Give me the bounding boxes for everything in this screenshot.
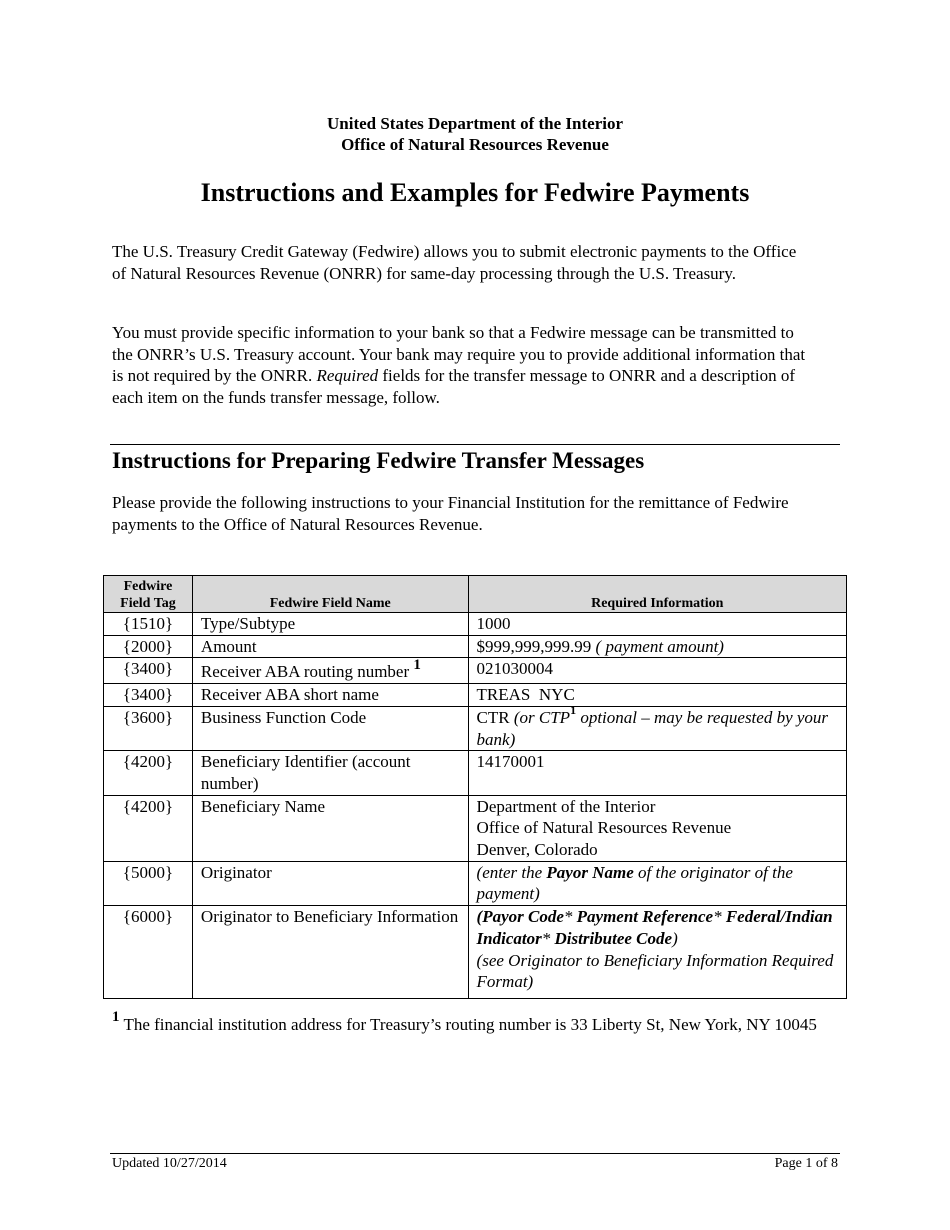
field-tag: {1510} bbox=[104, 613, 193, 636]
field-name: Business Function Code bbox=[192, 706, 468, 750]
field-tag: {3400} bbox=[104, 684, 193, 707]
updated-date: Updated 10/27/2014 bbox=[112, 1156, 227, 1171]
field-name: Originator bbox=[192, 861, 468, 905]
fedwire-fields-table bbox=[103, 575, 847, 999]
field-name: Receiver ABA short name bbox=[192, 684, 468, 707]
required-info: Department of the Interior Office of Natural Resources Revenue Denver, Colorado bbox=[468, 795, 846, 861]
table-row bbox=[104, 706, 847, 750]
footer-divider bbox=[110, 1153, 840, 1154]
field-tag: {2000} bbox=[104, 635, 193, 658]
table-row bbox=[104, 795, 847, 861]
field-tag: {6000} bbox=[104, 906, 193, 999]
field-tag: {4200} bbox=[104, 795, 193, 861]
field-name: Type/Subtype bbox=[192, 613, 468, 636]
required-info: $999,999,999.99 ( payment amount) bbox=[468, 635, 846, 658]
table-row bbox=[104, 635, 847, 658]
table-header-row bbox=[104, 576, 847, 613]
agency-name: United States Department of the Interior bbox=[326, 114, 624, 133]
section-title: Instructions for Preparing Fedwire Transfer Messages bbox=[112, 448, 645, 473]
section-divider bbox=[110, 444, 840, 445]
field-name: Beneficiary Identifier (account number) bbox=[192, 751, 468, 795]
header-required-info: Required Information bbox=[468, 576, 846, 613]
required-info: TREAS NYC bbox=[468, 684, 846, 707]
required-info: CTR (or CTP$^1$ optional – may be requested by your bank) bbox=[468, 706, 846, 750]
field-tag: {4200} bbox=[104, 751, 193, 795]
table-row bbox=[104, 613, 847, 636]
field-name: Beneficiary Name bbox=[192, 795, 468, 861]
table-row bbox=[104, 906, 847, 999]
field-name: Amount bbox=[192, 635, 468, 658]
field-tag: {3400} bbox=[104, 658, 193, 684]
document-title: Instructions and Examples for Fedwire Payments bbox=[200, 178, 750, 207]
intro-paragraph-2: You must provide specific information to your bank so that a Fedwire message can be transmitted to the ONRR’s U.S. Treasury account. Your bank may require you to provide additional information that is not required by the ONRR. Required fields for the transfer message to ONRR and a description of each item on the funds transfer message, follow. bbox=[112, 323, 806, 407]
required-info: 1000 bbox=[468, 613, 846, 636]
header-field-tag: Fedwire Field Tag bbox=[104, 576, 193, 613]
table-row bbox=[104, 684, 847, 707]
field-tag: {5000} bbox=[104, 861, 193, 905]
footnote-ref: 1 bbox=[413, 656, 421, 673]
office-name: Office of Natural Resources Revenue bbox=[341, 135, 609, 154]
footnote-marker: 1 bbox=[112, 1009, 120, 1026]
table-row bbox=[104, 751, 847, 795]
required-info: 021030004 bbox=[468, 658, 846, 684]
intro-paragraph-1: The U.S. Treasury Credit Gateway (Fedwire) allows you to submit electronic payments to the Office of Natural Resources Revenue (ONRR) for same-day processing through the U.S. Treasury. bbox=[112, 242, 797, 283]
field-tag: {3600} bbox=[104, 706, 193, 750]
required-info: (enter the Payor Name of the originator of the payment) bbox=[468, 861, 846, 905]
table-row bbox=[104, 658, 847, 684]
required-info: 14170001 bbox=[468, 751, 846, 795]
field-name: Receiver ABA routing number $^1$ bbox=[192, 658, 468, 684]
footnote: $^1$ The financial institution address for Treasury’s routing number is 33 Liberty St, New York, NY 10045 bbox=[112, 1009, 817, 1034]
header-field-name: Fedwire Field Name bbox=[192, 576, 468, 613]
field-name: Originator to Beneficiary Information bbox=[192, 906, 468, 999]
section-paragraph: Please provide the following instructions to your Financial Institution for the remittance of Fedwire payments to the Office of Natural Resources Revenue. bbox=[112, 493, 789, 534]
page-number: Page 1 of 8 bbox=[774, 1156, 838, 1171]
footnote-ref: 1 bbox=[570, 703, 577, 718]
required-info: (Payor Code* Payment Reference* Federal/Indian Indicator* Distributee Code) (see Originator to Beneficiary Information Required Format) bbox=[468, 906, 846, 999]
table-row bbox=[104, 861, 847, 905]
